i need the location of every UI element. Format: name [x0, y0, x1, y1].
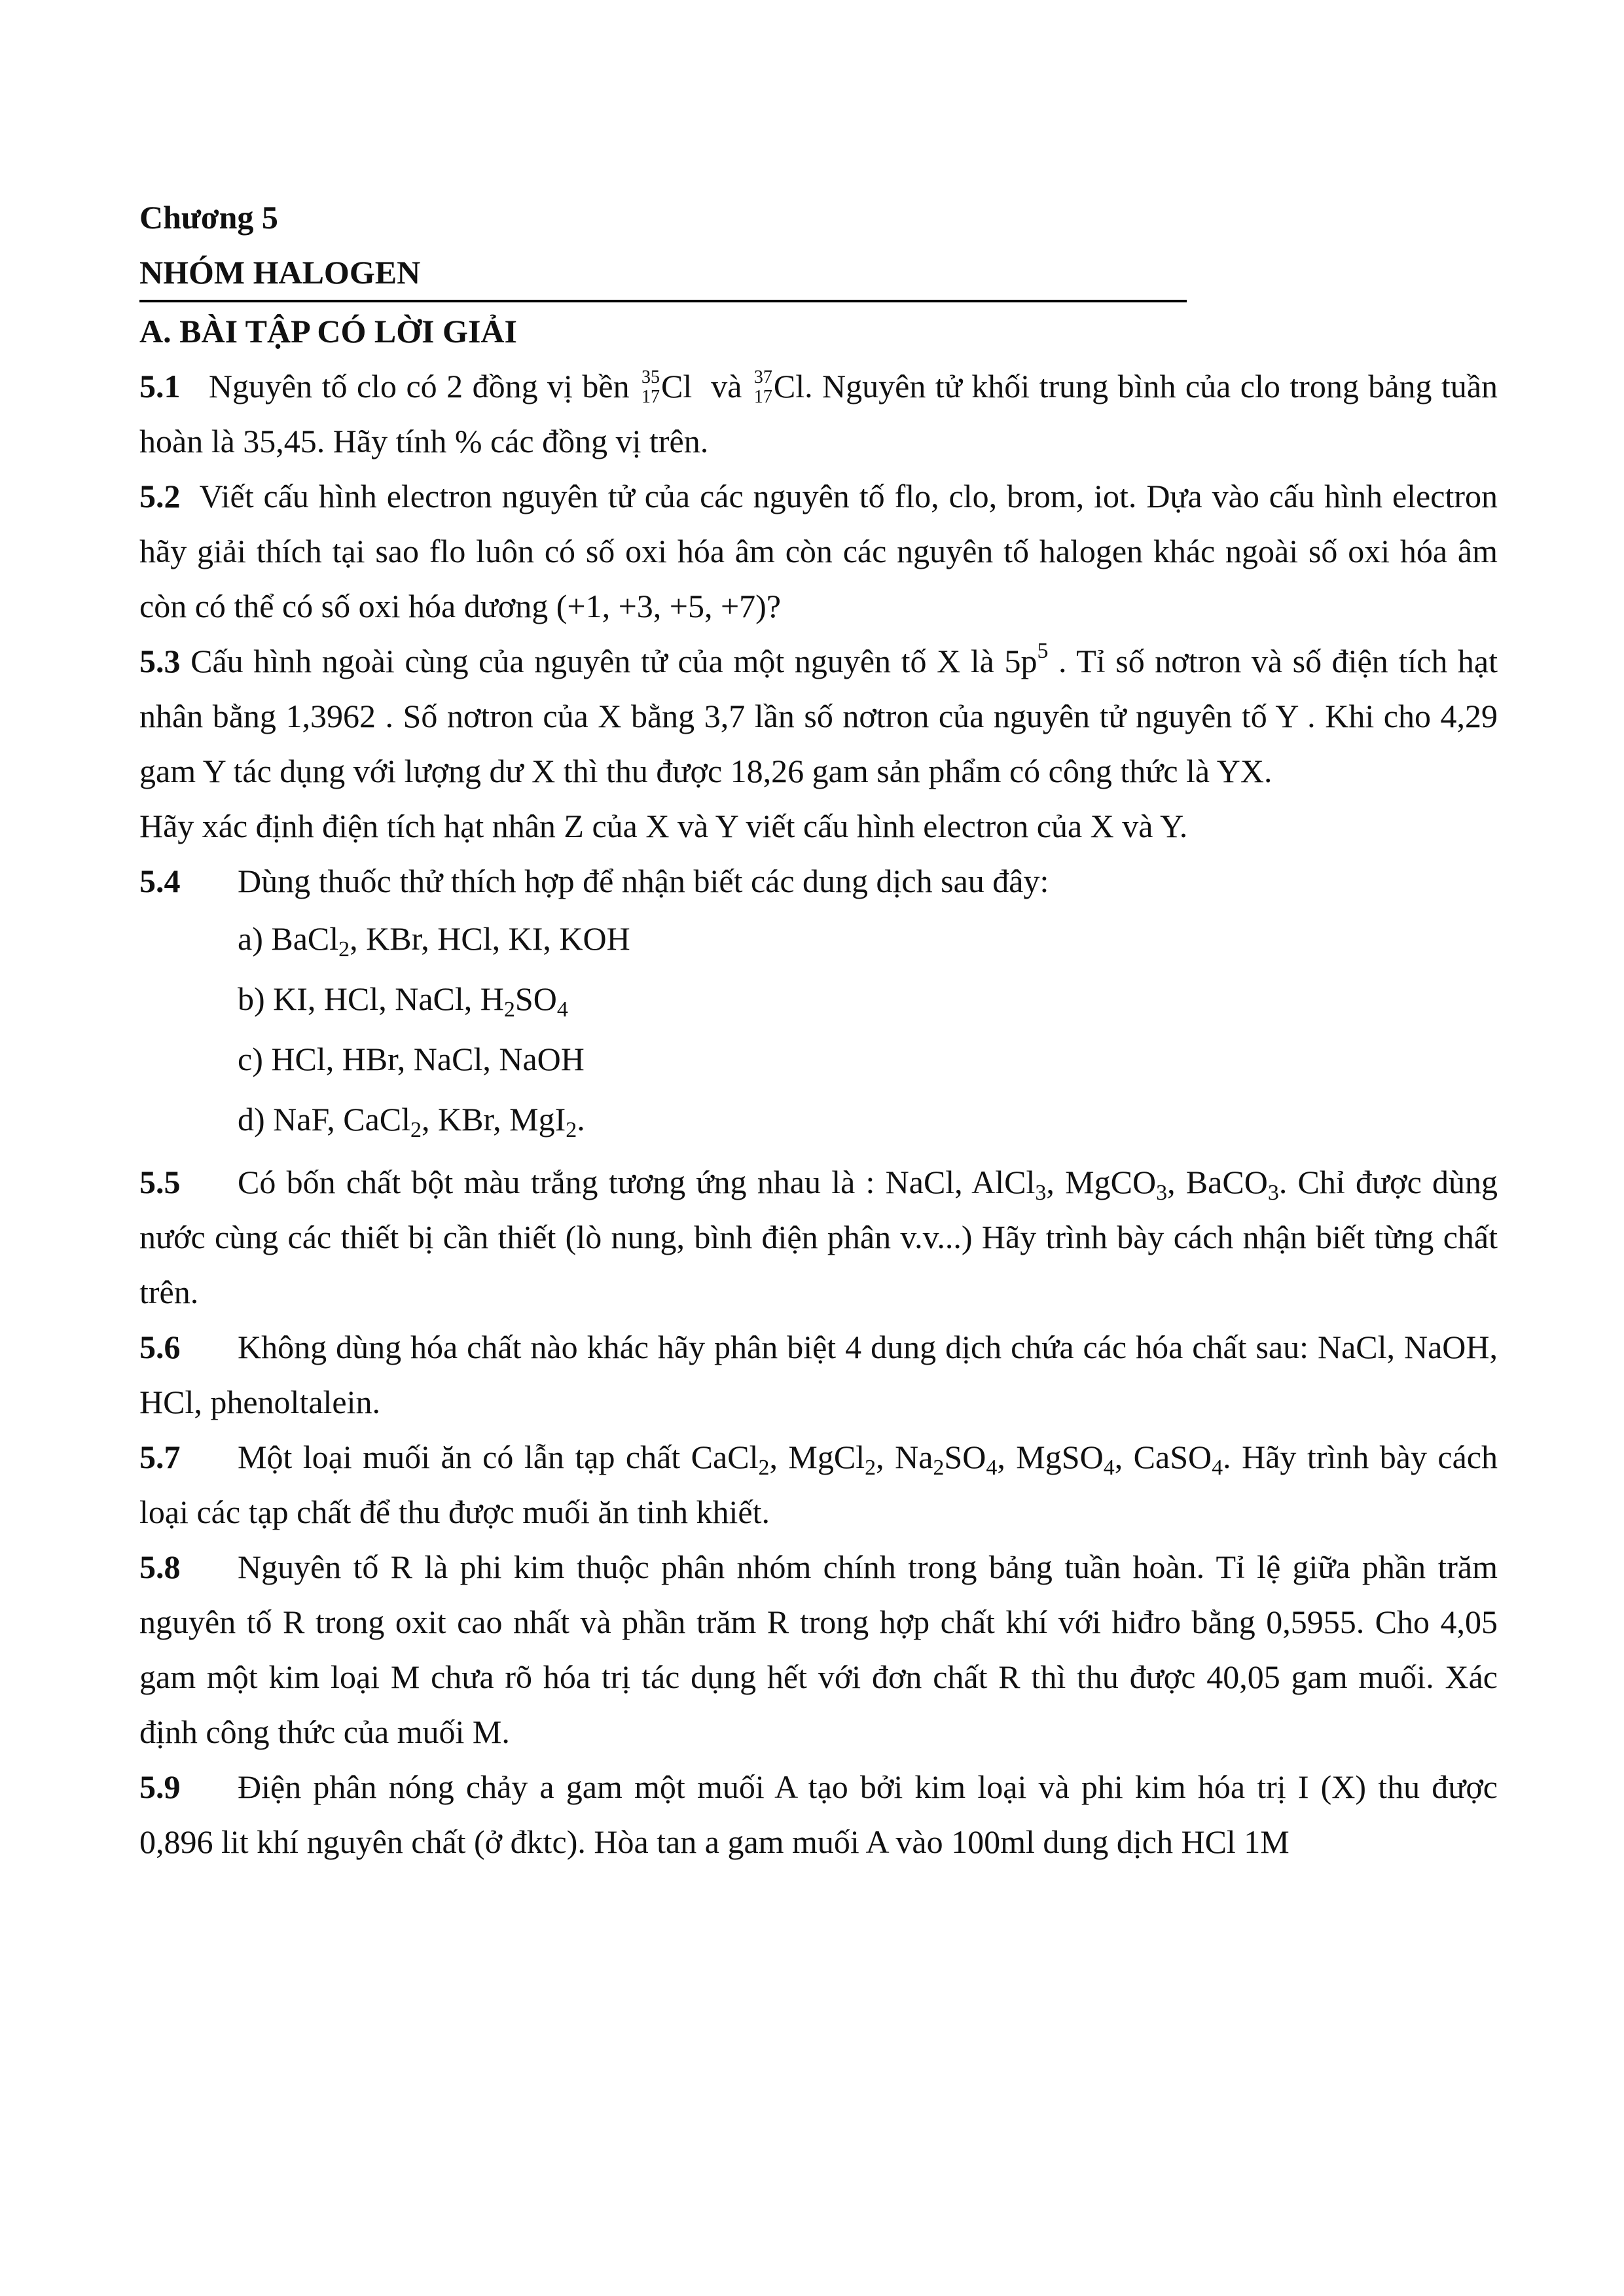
isotope-symbol: Cl [661, 368, 693, 404]
problem-text: Một loại muối ăn có lẫn tạp chất CaCl [238, 1439, 759, 1475]
subscript: 3 [1267, 1181, 1279, 1205]
item-text: c) HCl, HBr, NaCl, NaOH [238, 1041, 585, 1077]
subscript: 2 [410, 1118, 422, 1142]
subscript: 4 [986, 1456, 998, 1480]
problem-number: 5.7 [139, 1439, 181, 1475]
isotope-mass: 37 [753, 367, 772, 387]
section-heading: A. BÀI TẬP CÓ LỜI GIẢI [139, 313, 517, 350]
problem-text: Cấu hình ngoài cùng của nguyên tử của một nguyên tố X là 5p [190, 643, 1038, 679]
problem-text: SO [944, 1439, 986, 1475]
chapter-title: NHÓM HALOGEN [139, 254, 421, 291]
document-page [139, 190, 1498, 1869]
problem-number: 5.2 [139, 478, 181, 514]
item-text: d) NaF, CaCl [238, 1101, 411, 1138]
problem-text: . Hãy trình bày cách loại các tạp chất để thu được muối ăn tinh khiết. [139, 1439, 1498, 1530]
item-text: , KBr, MgI [422, 1101, 566, 1138]
problem-5-5 [139, 1155, 1498, 1319]
subscript: 2 [503, 997, 515, 1022]
problem-5-4 [139, 853, 1498, 908]
subscript: 2 [865, 1456, 876, 1480]
problem-text: . Tỉ số nơtron và số điện tích hạt nhân bằng 1,3962 . Số nơtron của X bằng 3,7 lần số nơtron của nguyên tử nguyên tố Y . Khi cho 4,29 gam Y tác dụng với lượng dư X thì thu được 18,26 gam sản phẩm có công thức là YX. [139, 643, 1498, 789]
subscript: 2 [338, 937, 350, 961]
problem-5-4-d [139, 1089, 1498, 1149]
problem-5-4-a [139, 908, 1498, 969]
problem-text: , Na [876, 1439, 933, 1475]
problem-5-1 [139, 359, 1498, 469]
problem-text: Dùng thuốc thử thích hợp để nhận biết các dung dịch sau đây: [238, 863, 1049, 899]
subscript: 2 [566, 1118, 577, 1142]
problem-5-2 [139, 469, 1498, 634]
problem-5-6 [139, 1319, 1498, 1429]
isotope-symbol: Cl [773, 368, 805, 404]
problem-number: 5.8 [139, 1549, 181, 1585]
problem-number: 5.3 [139, 643, 181, 679]
subscript: 4 [1103, 1456, 1115, 1480]
superscript: 5 [1037, 639, 1049, 663]
isotope-atomic-number: 17 [753, 386, 772, 407]
problem-text: Điện phân nóng chảy a gam một muối A tạo bởi kim loại và phi kim hóa trị I (X) thu được 0,896 lit khí nguyên chất (ở đktc). Hòa tan a gam muối A vào 100ml dung dịch HCl 1M [139, 1768, 1498, 1860]
subscript: 3 [1035, 1181, 1047, 1205]
title-divider [139, 300, 1187, 302]
problem-text: . Chỉ được dùng nước cùng các thiết bị cần thiết (lò nung, bình điện phân v.v...) Hãy trình bày cách nhận biết từng chất trên. [139, 1164, 1498, 1310]
problem-5-4-b [139, 969, 1498, 1029]
problem-text: Nguyên tố clo có 2 đồng vị bền [208, 368, 630, 404]
problem-text: . Nguyên tử khối trung bình của clo trong bảng tuần hoàn là 35,45. Hãy tính % các đồng vị trên. [139, 368, 1498, 459]
isotope-mass: 35 [641, 367, 660, 387]
problem-number: 5.6 [139, 1329, 181, 1365]
subscript: 2 [758, 1456, 770, 1480]
problem-text: Có bốn chất bột màu trắng tương ứng nhau là : NaCl, AlCl [238, 1164, 1036, 1200]
problem-text: Hãy xác định điện tích hạt nhân Z của X và Y viết cấu hình electron của X và Y. [139, 808, 1188, 844]
problem-number: 5.5 [139, 1164, 181, 1200]
problem-number: 5.9 [139, 1768, 181, 1805]
problem-number: 5.1 [139, 368, 181, 404]
item-text: . [577, 1101, 585, 1138]
problem-5-8 [139, 1539, 1498, 1759]
chapter-heading: Chương 5 [139, 199, 278, 236]
subscript: 3 [1156, 1181, 1168, 1205]
problem-text: , CaSO [1114, 1439, 1212, 1475]
item-text: b) KI, HCl, NaCl, H [238, 980, 504, 1017]
item-text: SO [514, 980, 557, 1017]
problem-text: , MgCl [769, 1439, 865, 1475]
problem-text: Không dùng hóa chất nào khác hãy phân biệt 4 dung dịch chứa các hóa chất sau: NaCl, NaOH, HCl, phenoltalein. [139, 1329, 1498, 1420]
problem-number: 5.4 [139, 863, 181, 899]
problem-5-3-question [139, 798, 1498, 853]
isotope-cl37 [751, 359, 804, 414]
subscript: 4 [1212, 1456, 1223, 1480]
problem-5-3 [139, 634, 1498, 798]
item-text: a) BaCl [238, 920, 339, 957]
problem-text: Nguyên tố R là phi kim thuộc phân nhóm chính trong bảng tuần hoàn. Tỉ lệ giữa phần trăm nguyên tố R trong oxit cao nhất và phần trăm R trong hợp chất khí với hiđro bằng 0,5955. Cho 4,05 gam một kim loại M chưa rõ hóa trị tác dụng hết với đơn chất R thì thu được 40,05 gam muối. Xác định công thức của muối M. [139, 1549, 1498, 1750]
problem-text: và [711, 368, 742, 404]
problem-text: Viết cấu hình electron nguyên tử của các nguyên tố flo, clo, brom, iot. Dựa vào cấu hình electron hãy giải thích tại sao flo luôn có số oxi hóa âm còn các nguyên tố halogen khác ngoài số oxi hóa âm còn có thể có số oxi hóa dương (+1, +3, +5, +7)? [139, 478, 1498, 624]
isotope-atomic-number: 17 [641, 386, 660, 407]
problem-5-4-c [139, 1029, 1498, 1089]
item-text: , KBr, HCl, KI, KOH [350, 920, 630, 957]
problem-5-9 [139, 1759, 1498, 1869]
problem-text: , MgCO [1046, 1164, 1157, 1200]
problem-5-7 [139, 1429, 1498, 1539]
problem-text: , MgSO [997, 1439, 1104, 1475]
subscript: 2 [933, 1456, 945, 1480]
isotope-cl35 [639, 359, 692, 414]
problem-text: , BaCO [1167, 1164, 1268, 1200]
subscript: 4 [556, 997, 568, 1022]
